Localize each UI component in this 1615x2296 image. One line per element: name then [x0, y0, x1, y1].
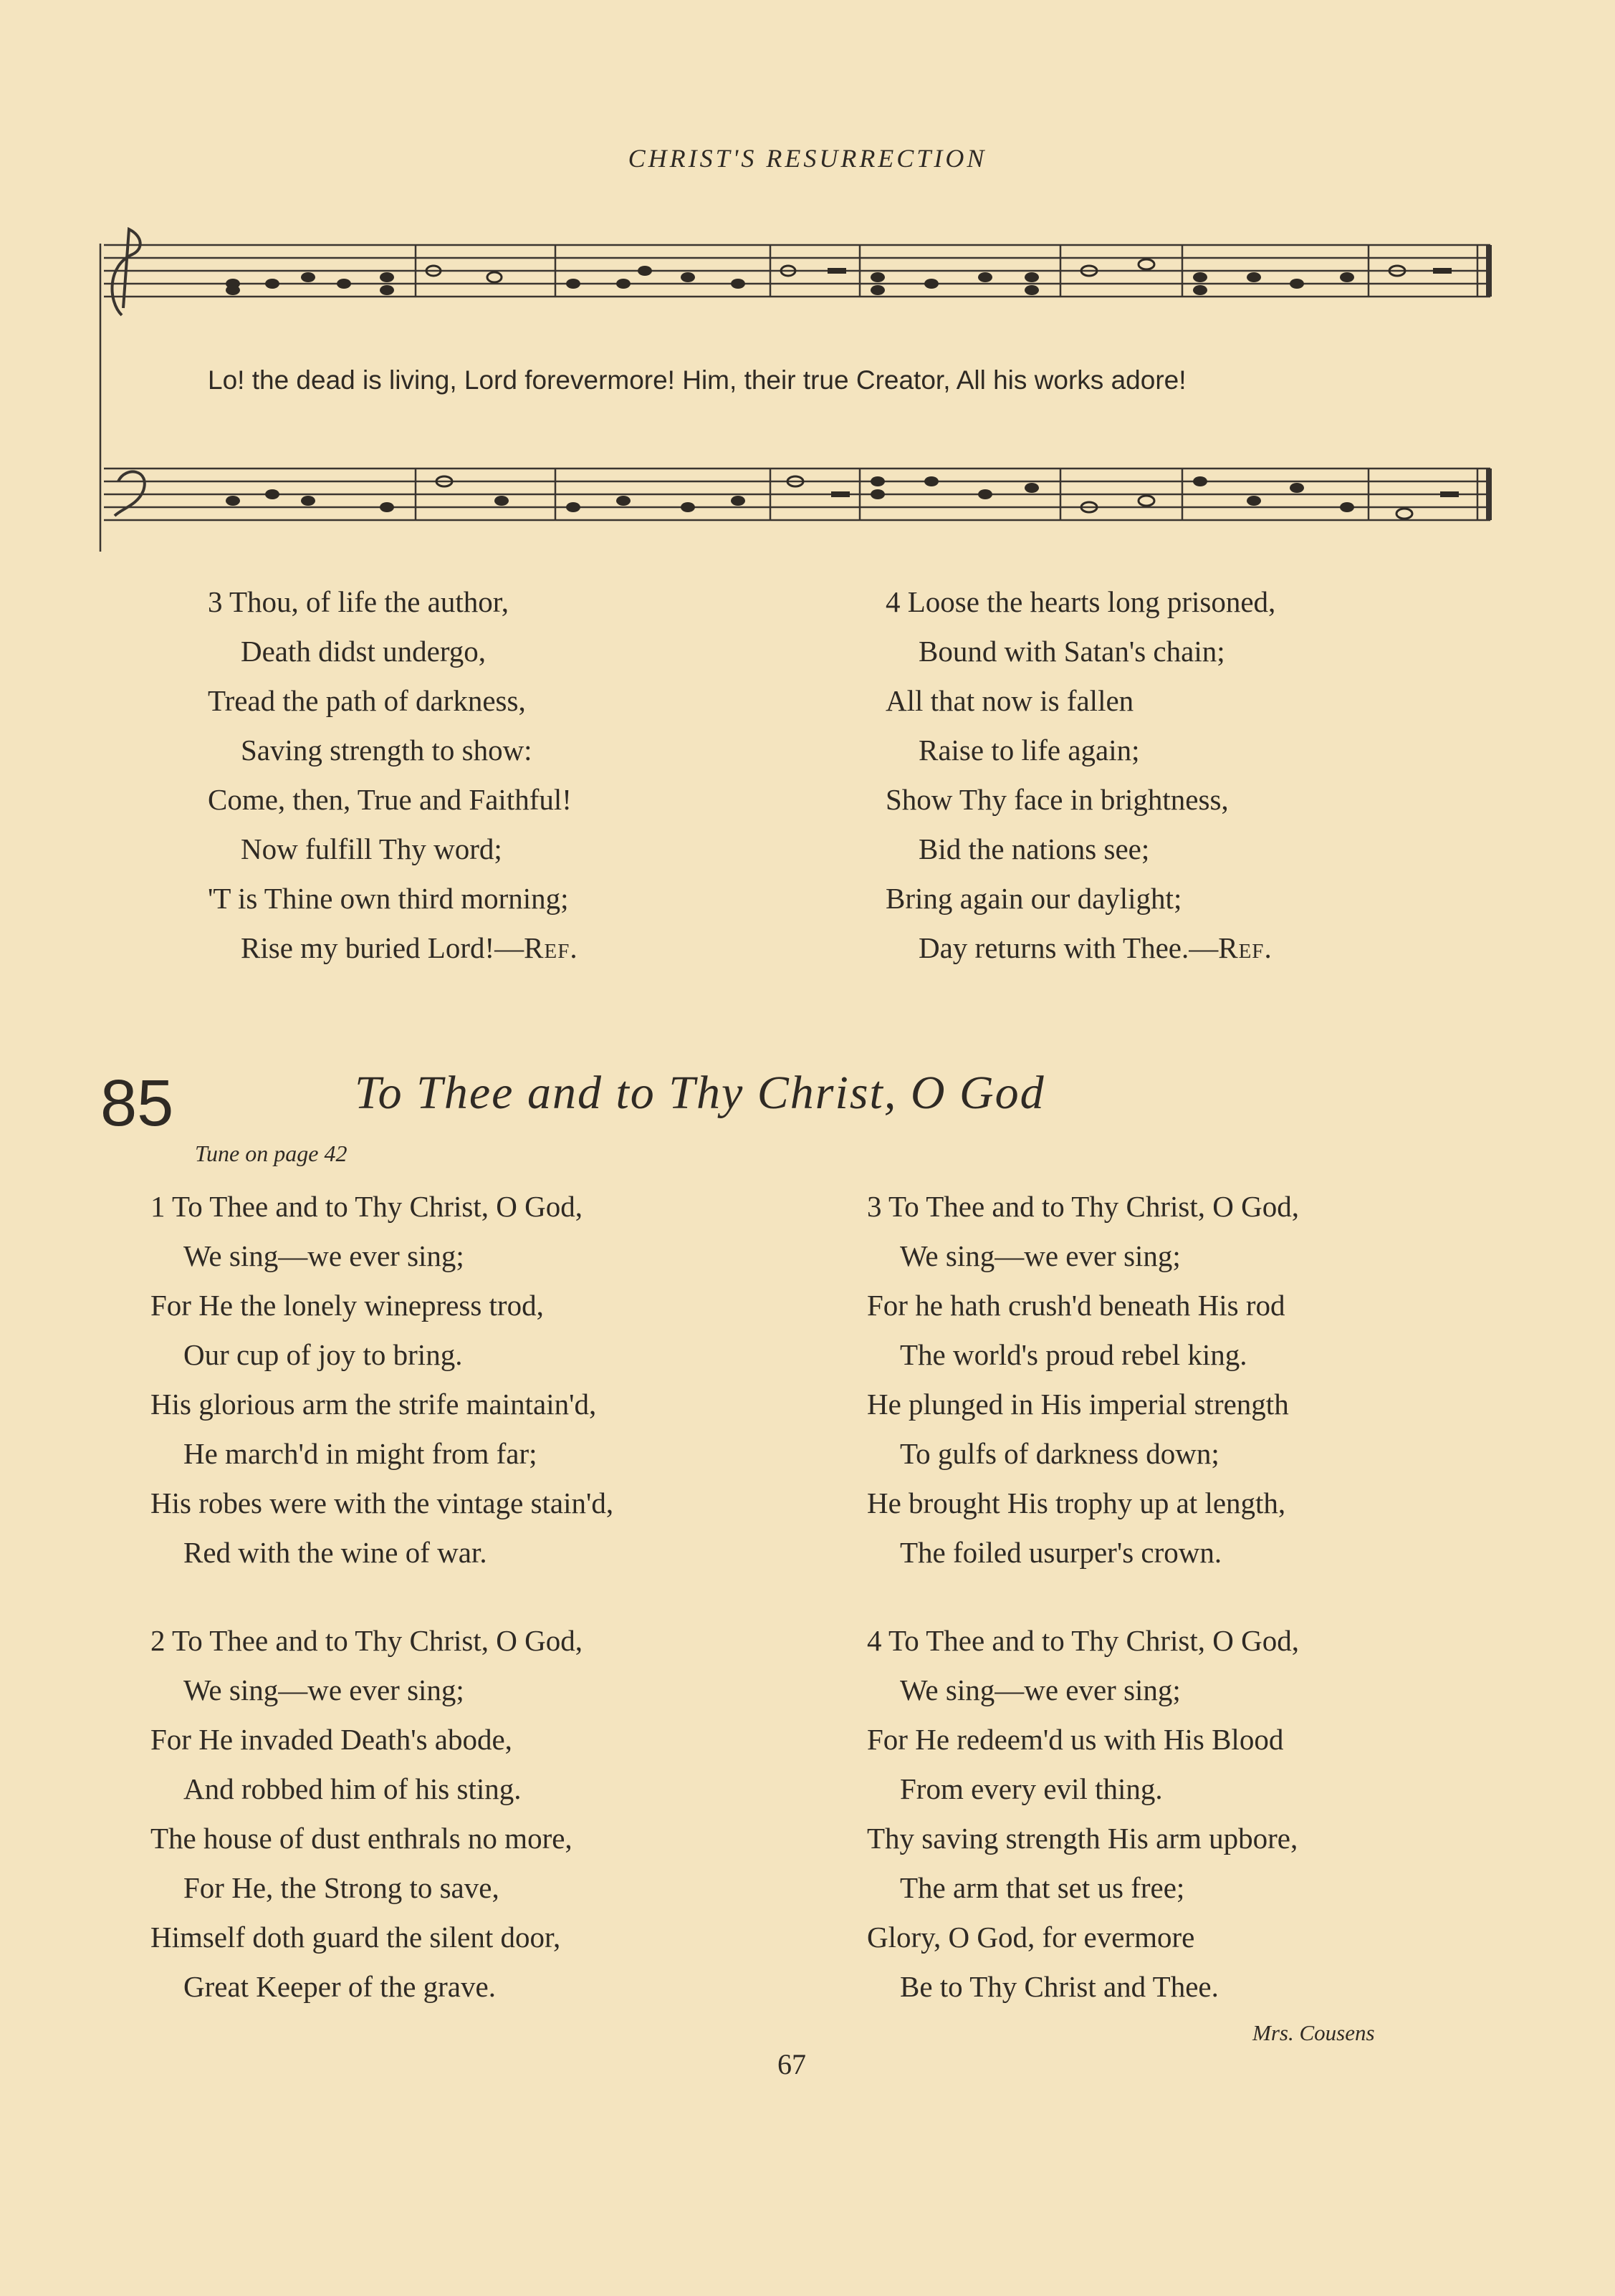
verse-line: For He redeem'd us with His Blood: [867, 1723, 1284, 1756]
refrain-lyric: Lo! the dead is living, Lord forevermore! Him, their true Creator, All his works adore!: [208, 365, 1187, 395]
stanza-line: Rise my buried Lord!—: [241, 931, 524, 964]
tune-reference: Tune on page 42: [195, 1140, 348, 1166]
verse-line: He plunged in His imperial strength: [867, 1388, 1289, 1421]
verse-line: To Thee and to Thy Christ, O God,: [888, 1624, 1299, 1657]
verse-line: We sing—we ever sing;: [183, 1239, 464, 1272]
verse-4: [867, 1616, 1299, 2012]
stanza-4: [886, 577, 1275, 973]
verse-line: For he hath crush'd beneath His rod: [867, 1289, 1285, 1322]
page-number: 67: [777, 2048, 806, 2080]
stanza-number: 4: [886, 585, 901, 618]
verse-line: He brought His trophy up at length,: [867, 1486, 1286, 1519]
stanza-line: Raise to life again;: [919, 734, 1140, 767]
stanza-line: Show Thy face in brightness,: [886, 783, 1229, 816]
verse-line: For He, the Strong to save,: [183, 1871, 499, 1904]
stanza-line: Thou, of life the author,: [229, 585, 509, 618]
verse-line: Be to Thy Christ and Thee.: [900, 1970, 1219, 2003]
verse-line: Our cup of joy to bring.: [183, 1338, 463, 1371]
verse-line: The arm that set us free;: [900, 1871, 1185, 1904]
verse-number: 4: [867, 1624, 882, 1657]
verse-line: To Thee and to Thy Christ, O God,: [172, 1624, 583, 1657]
stanza-3: [208, 577, 578, 973]
verse-line: We sing—we ever sing;: [900, 1239, 1181, 1272]
verse-number: 2: [150, 1624, 166, 1657]
verse-line: To Thee and to Thy Christ, O God,: [888, 1190, 1299, 1223]
stanza-line: Bring again our daylight;: [886, 882, 1182, 915]
stanza-line: All that now is fallen: [886, 684, 1134, 717]
stanza-line: Tread the path of darkness,: [208, 684, 526, 717]
stanza-line: 'T is Thine own third morning;: [208, 882, 569, 915]
stanza-line: Now fulfill Thy word;: [241, 832, 502, 865]
verse-line: We sing—we ever sing;: [900, 1673, 1181, 1706]
author-credit: Mrs. Cousens: [1252, 2020, 1375, 2045]
verse-number: 3: [867, 1190, 882, 1223]
hymn-number: 85: [100, 1067, 174, 1140]
verse-line: For He the lonely winepress trod,: [150, 1289, 544, 1322]
verse-line: Great Keeper of the grave.: [183, 1970, 496, 2003]
verse-line: The foiled usurper's crown.: [900, 1536, 1222, 1569]
refrain-marker: Ref.: [524, 931, 578, 964]
running-header: CHRIST'S RESURRECTION: [628, 144, 987, 173]
verse-line: We sing—we ever sing;: [183, 1673, 464, 1706]
verse-3: [867, 1182, 1299, 1577]
verse-number: 1: [150, 1190, 166, 1223]
verse-line: Glory, O God, for evermore: [867, 1921, 1195, 1954]
verse-line: To Thee and to Thy Christ, O God,: [172, 1190, 583, 1223]
verse-line: He march'd in might from far;: [183, 1437, 537, 1470]
verse-line: Thy saving strength His arm upbore,: [867, 1822, 1298, 1855]
stanza-line: Death didst undergo,: [241, 635, 486, 668]
verse-2: [150, 1616, 583, 2012]
stanza-line: Saving strength to show:: [241, 734, 532, 767]
stanza-number: 3: [208, 585, 223, 618]
verse-line: His robes were with the vintage stain'd,: [150, 1486, 614, 1519]
verse-line: Red with the wine of war.: [183, 1536, 487, 1569]
stanza-line: Bound with Satan's chain;: [919, 635, 1225, 668]
verse-line: And robbed him of his sting.: [183, 1772, 522, 1805]
verse-1: [150, 1182, 613, 1577]
verse-line: Himself doth guard the silent door,: [150, 1921, 561, 1954]
verse-line: The house of dust enthrals no more,: [150, 1822, 572, 1855]
verse-line: From every evil thing.: [900, 1772, 1163, 1805]
refrain-marker: Ref.: [1218, 931, 1273, 964]
verse-line: The world's proud rebel king.: [900, 1338, 1247, 1371]
verse-line: His glorious arm the strife maintain'd,: [150, 1388, 597, 1421]
stanza-line: Come, then, True and Faithful!: [208, 783, 572, 816]
stanza-line: Loose the hearts long prisoned,: [907, 585, 1276, 618]
hymn-title: To Thee and to Thy Christ, O God: [355, 1067, 1045, 1119]
stanza-line: Day returns with Thee.—: [919, 931, 1219, 964]
verse-line: For He invaded Death's abode,: [150, 1723, 512, 1756]
verse-line: To gulfs of darkness down;: [900, 1437, 1219, 1470]
stanza-line: Bid the nations see;: [919, 832, 1150, 865]
